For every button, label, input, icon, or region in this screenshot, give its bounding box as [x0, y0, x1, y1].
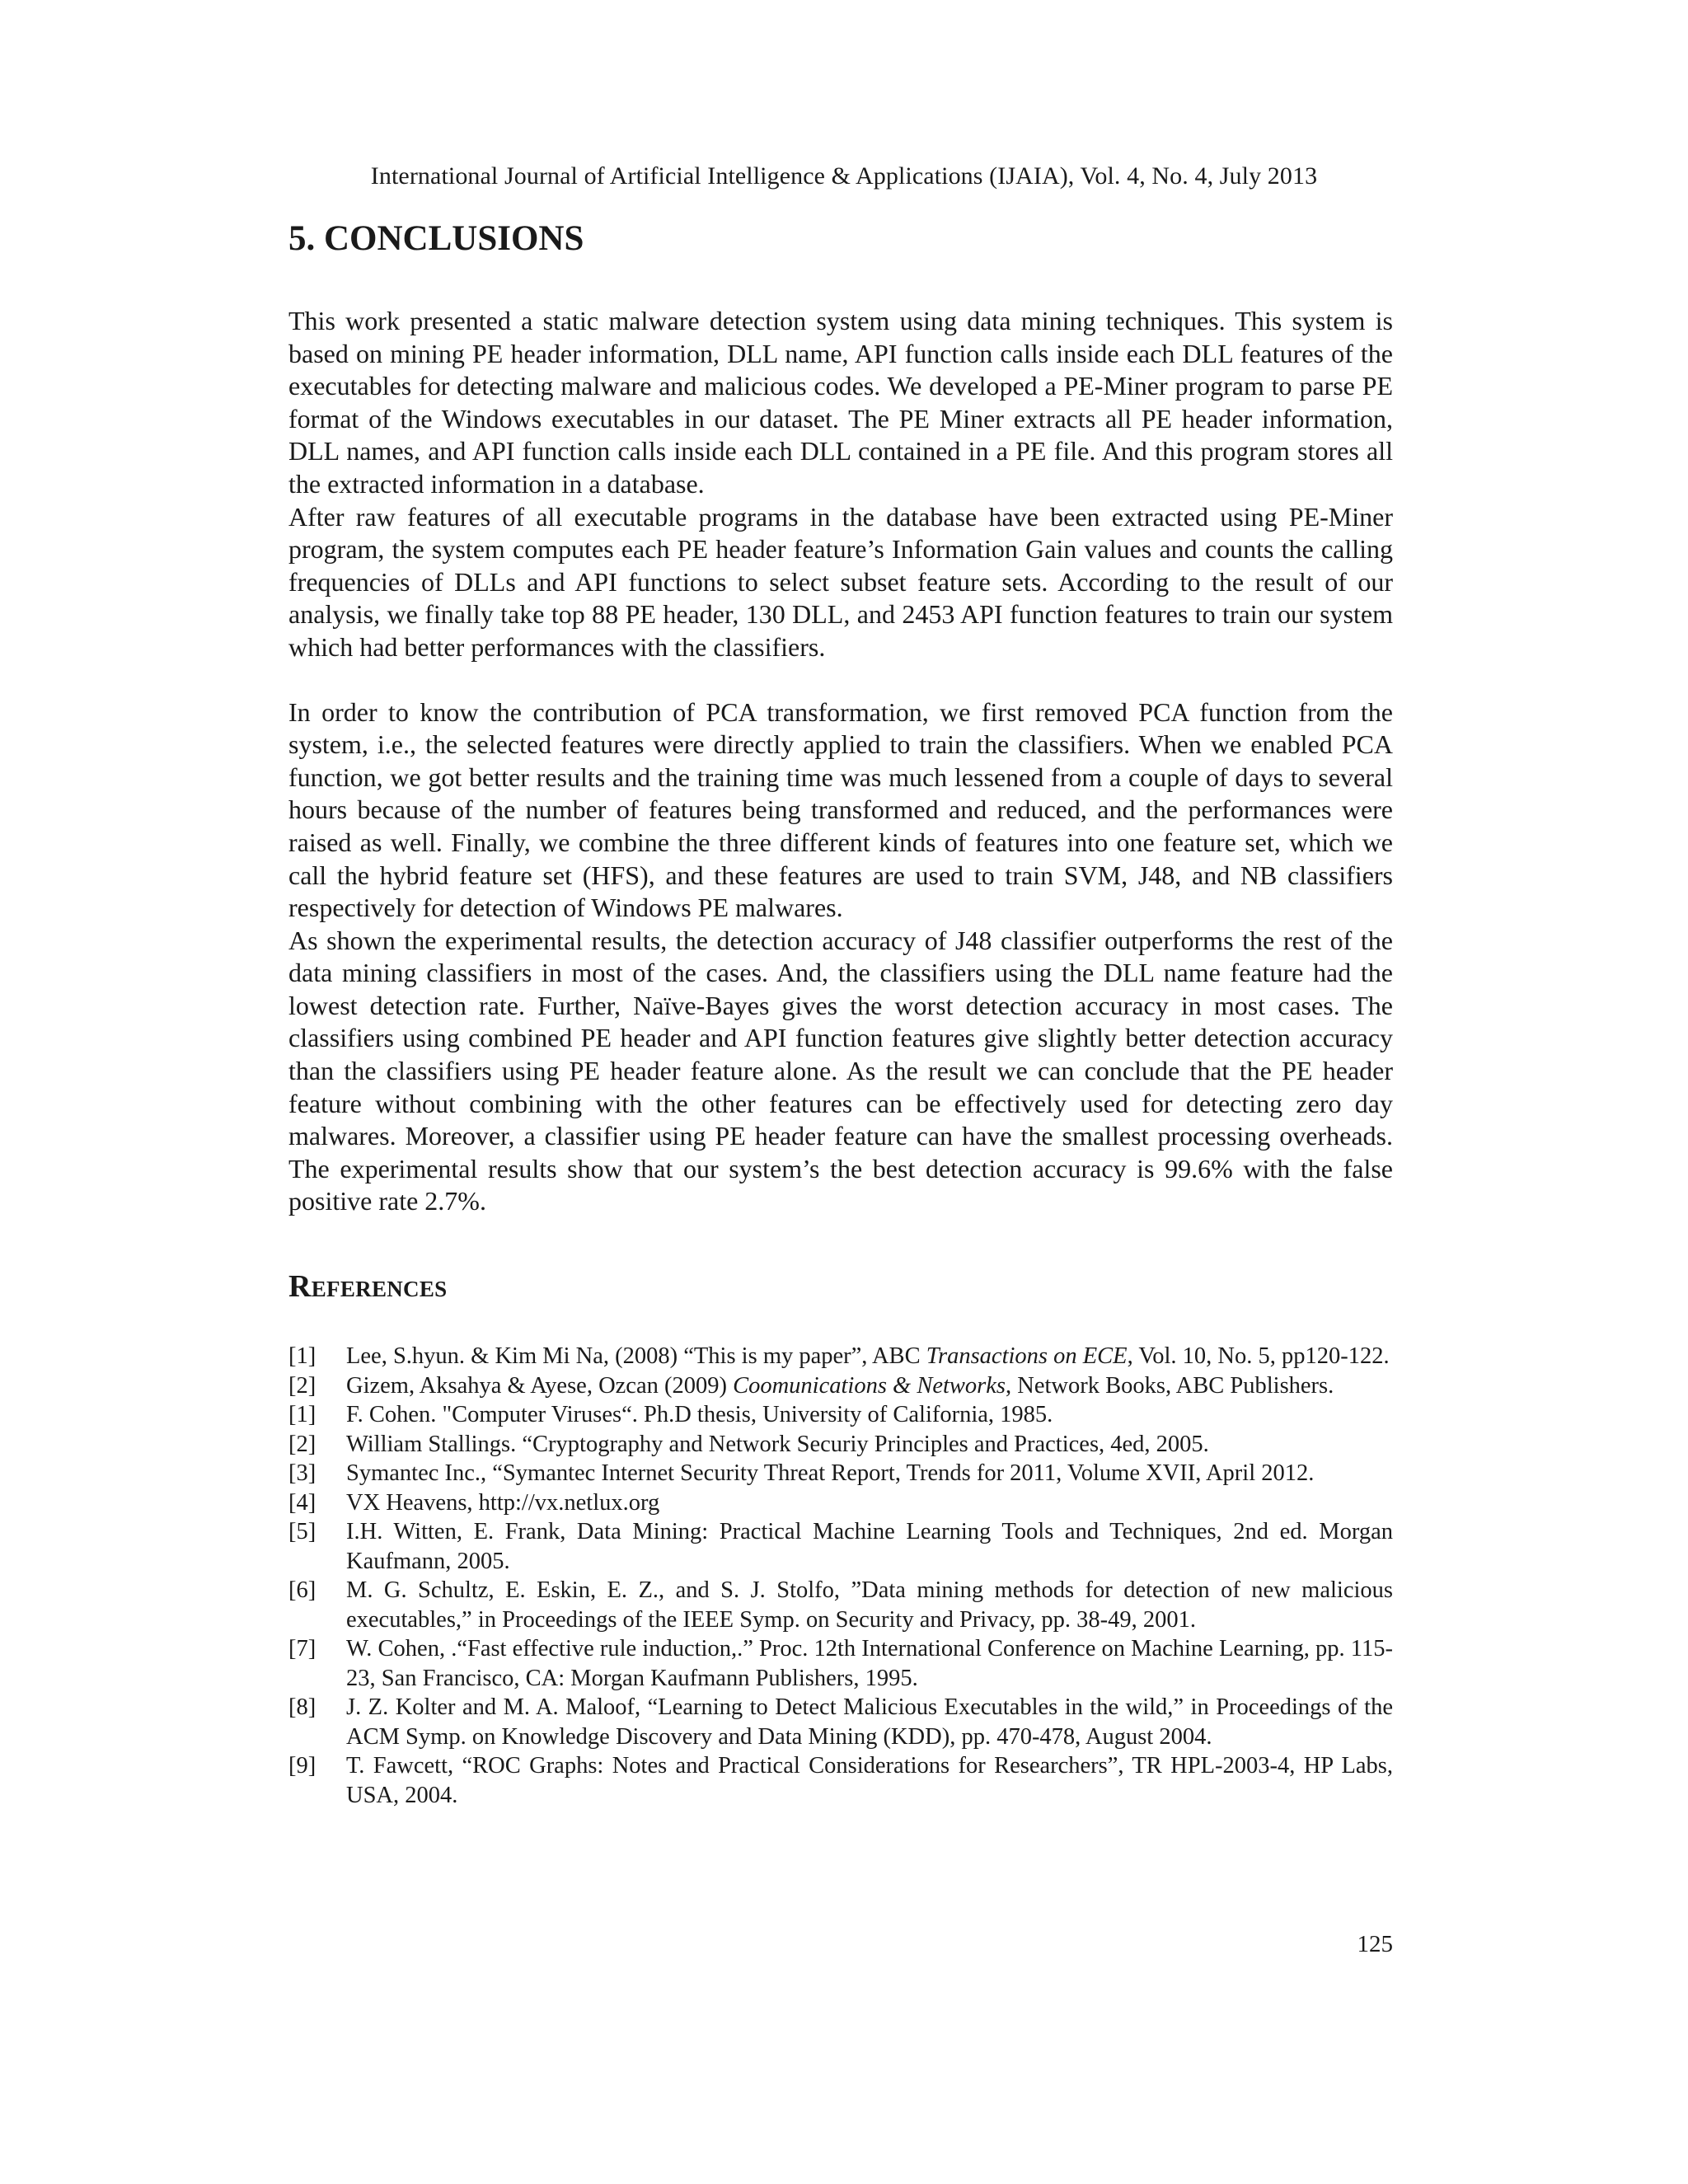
- reference-number: [1]: [288, 1402, 316, 1428]
- reference-item: [288, 1634, 1393, 1693]
- reference-text: VX Heavens, http://vx.netlux.org: [346, 1489, 660, 1516]
- reference-text: M. G. Schultz, E. Eskin, E. Z., and S. J. Stolfo, ”Data mining methods for detection of new malicious executables,” in Proceedings of the IEEE Symp. on Security and Privacy, pp. 38-49, 2001.: [346, 1577, 1393, 1633]
- reference-text: F. Cohen. "Computer Viruses“. Ph.D thesis, University of California, 1985.: [346, 1402, 1053, 1428]
- page-body: [288, 216, 1393, 1810]
- reference-list: [288, 1342, 1393, 1810]
- reference-number: [9]: [288, 1753, 316, 1779]
- reference-item: [288, 1751, 1393, 1810]
- reference-text: J. Z. Kolter and M. A. Maloof, “Learning to Detect Malicious Executables in the wild,” in Proceedings of the ACM Symp. on Knowledge Discovery and Data Mining (KDD), pp. 470-478, August 2004.: [346, 1694, 1393, 1750]
- running-header: International Journal of Artificial Intelligence & Applications (IJAIA), Vol. 4, No. 4, July 2013: [370, 162, 1318, 190]
- reference-item: [288, 1488, 1393, 1518]
- references-title: References: [288, 1269, 448, 1305]
- reference-number: [4]: [288, 1489, 316, 1516]
- paragraph: This work presented a static malware detection system using data mining techniques. This system is based on mining PE header information, DLL name, API function calls inside each DLL features of the executables for detecting malware and malicious codes. We developed a PE-Miner program to parse PE format of the Windows executables in our dataset. The PE Miner extracts all PE header information, DLL names, and API function calls inside each DLL contained in a PE file. And this program stores all the extracted information in a database.: [288, 306, 1393, 499]
- reference-number: [3]: [288, 1460, 316, 1487]
- reference-number: [2]: [288, 1372, 316, 1399]
- section-title: 5. CONCLUSIONS: [288, 219, 584, 258]
- paragraph: As shown the experimental results, the detection accuracy of J48 classifier outperforms the rest of the data mining classifiers in most of the cases. And, the classifiers using the DLL name feature had the lowest detection rate. Further, Naïve-Bayes gives the worst detection accuracy in most cases. The classifiers using combined PE header and API function features give slightly better detection accuracy than the classifiers using PE header feature alone. As the result we can conclude that the PE header feature without combining with the other features can be effectively used for detecting zero day malwares. Moreover, a classifier using PE header feature can have the smallest processing overheads. The experimental results show that our system’s the best detection accuracy is 99.6% with the false positive rate 2.7%.: [288, 925, 1393, 1216]
- reference-number: [2]: [288, 1431, 316, 1457]
- reference-number: [8]: [288, 1694, 316, 1721]
- reference-item: [288, 1400, 1393, 1430]
- reference-item: [288, 1576, 1393, 1634]
- reference-item: [288, 1430, 1393, 1460]
- page-number: 125: [1357, 1931, 1393, 1957]
- reference-number: [7]: [288, 1636, 316, 1662]
- reference-text: William Stallings. “Cryptography and Network Securiy Principles and Practices, 4ed, 2005.: [346, 1431, 1209, 1457]
- reference-item: [288, 1371, 1393, 1401]
- reference-text: W. Cohen, .“Fast effective rule induction,.” Proc. 12th International Conference on Machine Learning, pp. 115-23, San Francisco, CA: Morgan Kaufmann Publishers, 1995.: [346, 1636, 1393, 1691]
- paragraph: After raw features of all executable programs in the database have been extracted using PE-Miner program, the system computes each PE header feature’s Information Gain values and counts the calling frequencies of DLLs and API functions to select subset feature sets. According to the result of our analysis, we finally take top 88 PE header, 130 DLL, and 2453 API function features to train our system which had better performances with the classifiers.: [288, 501, 1393, 662]
- reference-text: I.H. Witten, E. Frank, Data Mining: Practical Machine Learning Tools and Techniques, 2nd ed. Morgan Kaufmann, 2005.: [346, 1519, 1393, 1574]
- reference-number: [5]: [288, 1519, 316, 1545]
- reference-text: T. Fawcett, “ROC Graphs: Notes and Practical Considerations for Researchers”, TR HPL-2003-4, HP Labs, USA, 2004.: [346, 1753, 1393, 1808]
- reference-item: [288, 1342, 1393, 1371]
- reference-number: [6]: [288, 1577, 316, 1604]
- reference-item: [288, 1693, 1393, 1751]
- reference-item: [288, 1517, 1393, 1576]
- paragraph: In order to know the contribution of PCA transformation, we first removed PCA function from the system, i.e., the selected features were directly applied to train the classifiers. When we enabled PCA function, we got better results and the training time was much lessened from a couple of days to several hours because of the number of features being transformed and reduced, and the performances were raised as well. Finally, we combine the three different kinds of features into one feature set, which we call the hybrid feature set (HFS), and these features are used to train SVM, J48, and NB classifiers respectively for detection of Windows PE malwares.: [288, 696, 1393, 923]
- reference-number: [1]: [288, 1343, 316, 1370]
- reference-text: Gizem, Aksahya & Ayese, Ozcan (2009) Coomunications & Networks, Network Books, ABC Publishers.: [346, 1372, 1334, 1399]
- reference-item: [288, 1459, 1393, 1488]
- reference-text: Symantec Inc., “Symantec Internet Security Threat Report, Trends for 2011, Volume XVII, April 2012.: [346, 1460, 1315, 1487]
- reference-text: Lee, S.hyun. & Kim Mi Na, (2008) “This is my paper”, ABC Transactions on ECE, Vol. 10, No. 5, pp120-122.: [346, 1343, 1390, 1370]
